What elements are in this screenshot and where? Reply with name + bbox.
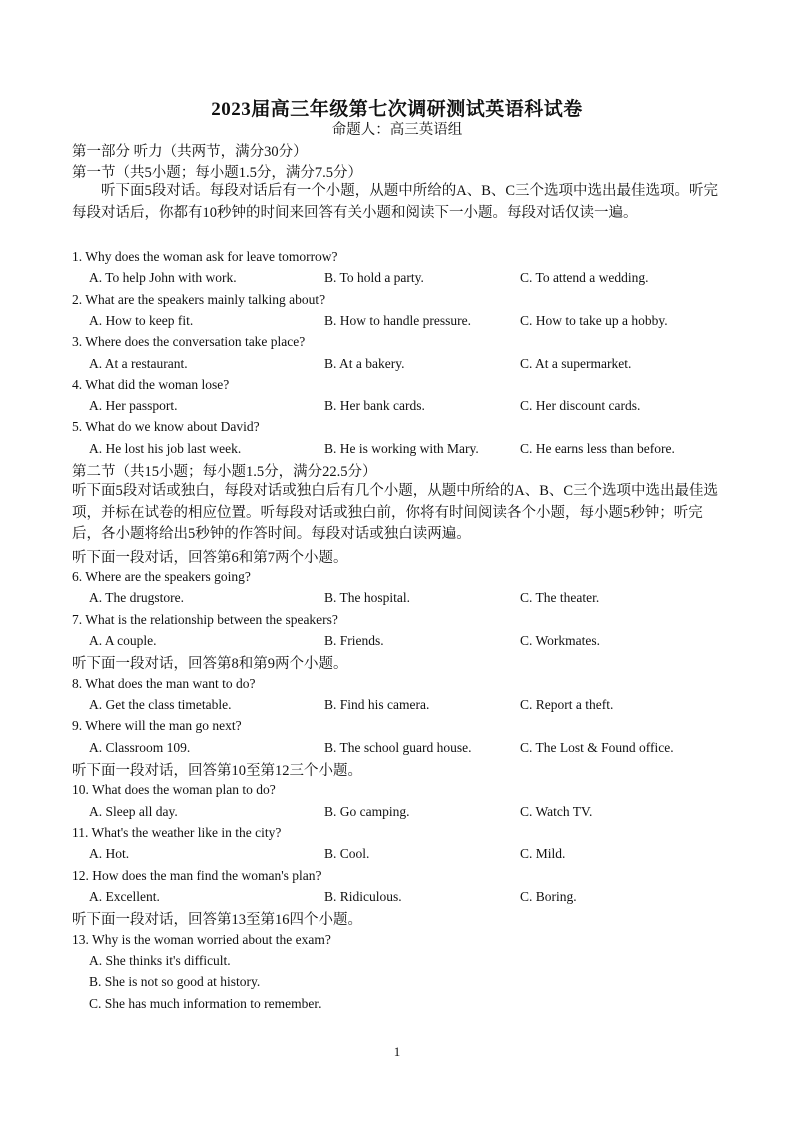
question-12: 12. How does the man find the woman's plan? (72, 868, 322, 883)
group-8-9-instruction: 听下面一段对话，回答第8和第9两个小题。 (72, 656, 348, 672)
option-13b: B. She is not so good at history. (89, 974, 261, 989)
question-4: 4. What did the woman lose? (72, 377, 230, 392)
option-10c: C. Watch TV. (520, 804, 593, 819)
option-13c: C. She has much information to remember. (89, 996, 322, 1011)
question-2: 2. What are the speakers mainly talking about? (72, 292, 326, 307)
option-12c: C. Boring. (520, 889, 577, 904)
option-1a: A. To help John with work. (89, 270, 237, 285)
question-6: 6. Where are the speakers going? (72, 569, 251, 584)
option-4c: C. Her discount cards. (520, 398, 641, 413)
option-8b: B. Find his camera. (324, 697, 430, 712)
page-title: 2023届高三年级第七次调研测试英语科试卷 (211, 99, 583, 120)
option-8c: C. Report a theft. (520, 697, 614, 712)
option-9c: C. The Lost & Found office. (520, 740, 674, 755)
option-11b: B. Cool. (324, 846, 370, 861)
option-5a: A. He lost his job last week. (89, 441, 242, 456)
page-number: 1 (393, 1044, 401, 1059)
option-3a: A. At a restaurant. (89, 356, 188, 371)
option-2c: C. How to take up a hobby. (520, 313, 668, 328)
option-5b: B. He is working with Mary. (324, 441, 479, 456)
section1-heading: 第一节（共5小题；每小题1.5分，满分7.5分） (72, 165, 362, 181)
option-6c: C. The theater. (520, 590, 600, 605)
option-9a: A. Classroom 109. (89, 740, 191, 755)
option-11c: C. Mild. (520, 846, 566, 861)
option-10b: B. Go camping. (324, 804, 410, 819)
option-2b: B. How to handle pressure. (324, 313, 471, 328)
option-6b: B. The hospital. (324, 590, 410, 605)
option-2a: A. How to keep fit. (89, 313, 194, 328)
option-7b: B. Friends. (324, 633, 384, 648)
option-11a: A. Hot. (89, 846, 130, 861)
question-5: 5. What do we know about David? (72, 419, 260, 434)
group-10-12-instruction: 听下面一段对话，回答第10至第12三个小题。 (72, 763, 362, 779)
option-13a: A. She thinks it's difficult. (89, 953, 231, 968)
question-8: 8. What does the man want to do? (72, 676, 256, 691)
question-1: 1. Why does the woman ask for leave tomorrow? (72, 249, 338, 264)
section1-instructions: 听下面5段对话。每段对话后有一个小题，从题中所给的A、B、C三个选项中选出最佳选项。听完每段对话后，你都有10秒钟的时间来回答有关小题和阅读下一小题。每段对话仅读一遍。 (72, 183, 719, 221)
question-10: 10. What does the woman plan to do? (72, 782, 276, 797)
question-9: 9. Where will the man go next? (72, 718, 242, 733)
option-1b: B. To hold a party. (324, 270, 424, 285)
option-7c: C. Workmates. (520, 633, 601, 648)
part1-heading: 第一部分 听力（共两节，满分30分） (72, 144, 308, 160)
option-10a: A. Sleep all day. (89, 804, 178, 819)
option-12b: B. Ridiculous. (324, 889, 402, 904)
section2-instructions: 听下面5段对话或独白，每段对话或独白后有几个小题，从题中所给的A、B、C三个选项中选出最佳选项，并标在试卷的相应位置。听每段对话或独白前，你将有时间阅读各个小题，每小题5秒钟；听完后，各小题将给出5秒钟的作答时间。每段对话或独白读两遍。 (72, 483, 719, 542)
option-4b: B. Her bank cards. (324, 398, 425, 413)
question-3: 3. Where does the conversation take place? (72, 334, 306, 349)
author-line: 命题人：高三英语组 (331, 122, 463, 138)
option-3c: C. At a supermarket. (520, 356, 632, 371)
option-5c: C. He earns less than before. (520, 441, 675, 456)
option-8a: A. Get the class timetable. (89, 697, 232, 712)
option-7a: A. A couple. (89, 633, 157, 648)
group-13-16-instruction: 听下面一段对话，回答第13至第16四个小题。 (72, 912, 362, 928)
question-13: 13. Why is the woman worried about the exam? (72, 932, 331, 947)
option-1c: C. To attend a wedding. (520, 270, 649, 285)
option-3b: B. At a bakery. (324, 356, 405, 371)
option-6a: A. The drugstore. (89, 590, 184, 605)
option-12a: A. Excellent. (89, 889, 160, 904)
option-9b: B. The school guard house. (324, 740, 472, 755)
question-11: 11. What's the weather like in the city? (72, 825, 282, 840)
option-4a: A. Her passport. (89, 398, 178, 413)
group-6-7-instruction: 听下面一段对话，回答第6和第7两个小题。 (72, 550, 348, 566)
question-7: 7. What is the relationship between the speakers? (72, 612, 338, 627)
section2-heading: 第二节（共15小题；每小题1.5分，满分22.5分） (72, 464, 377, 480)
